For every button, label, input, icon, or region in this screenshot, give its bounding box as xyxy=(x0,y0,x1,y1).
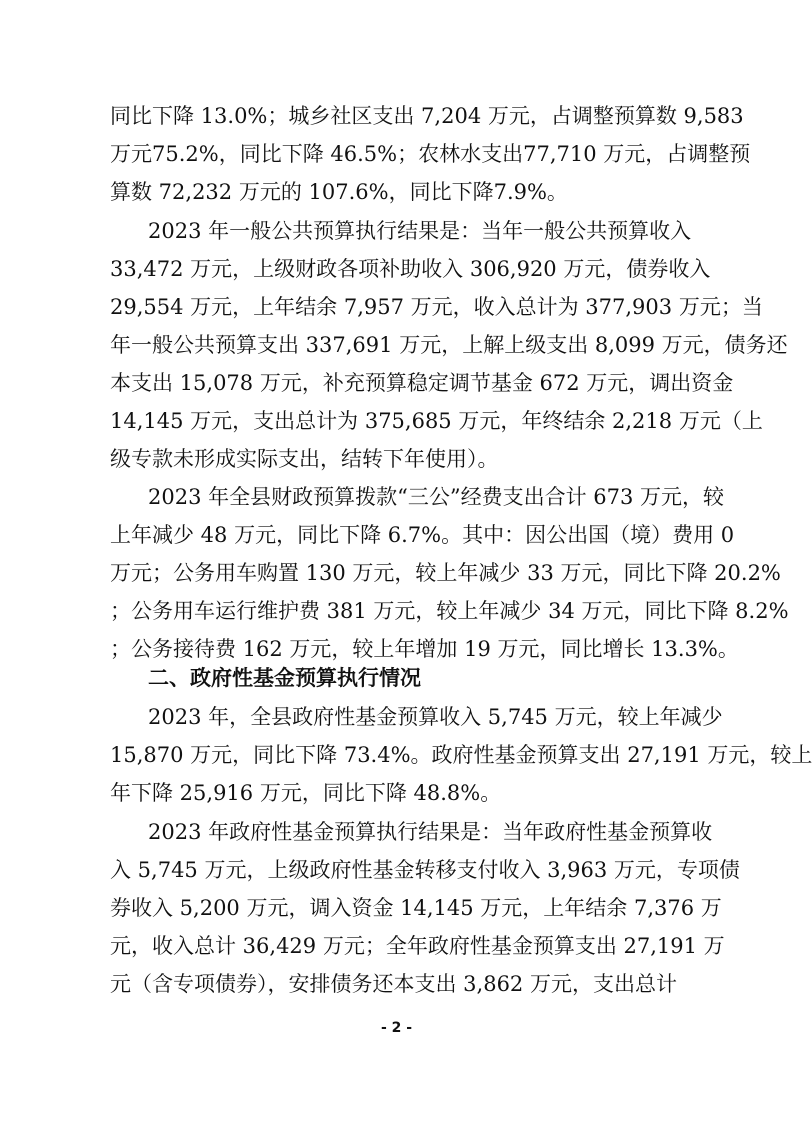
paragraph-5-line-3: 券收入 5,200 万元，调入资金 14,145 万元，上年结余 7,376 万 xyxy=(110,896,722,920)
paragraph-4-line-1: 2023 年，全县政府性基金预算收入 5,745 万元，较上年减少 xyxy=(148,705,723,729)
section-heading: 二、政府性基金预算执行情况 xyxy=(148,666,421,690)
paragraph-2-line-4: 年一般公共预算支出 337,691 万元，上解上级支出 8,099 万元，债务还 xyxy=(110,333,788,357)
paragraph-2-line-2: 33,472 万元，上级财政各项补助收入 306,920 万元，债券收入 xyxy=(110,257,711,281)
paragraph-3-line-1: 2023 年全县财政预算拨款“三公”经费支出合计 673 万元，较 xyxy=(148,485,725,509)
paragraph-1-line-1: 同比下降 13.0%；城乡社区支出 7,204 万元，占调整预算数 9,583 xyxy=(110,104,744,128)
paragraph-3-line-2: 上年减少 48 万元，同比下降 6.7%。其中：因公出国（境）费用 0 xyxy=(110,523,735,547)
paragraph-4-line-3: 年下降 25,916 万元，同比下降 48.8%。 xyxy=(110,781,502,805)
paragraph-5-line-1: 2023 年政府性基金预算执行结果是：当年政府性基金预算收 xyxy=(148,820,713,844)
paragraph-2-line-7: 级专款未形成实际支出，结转下年使用）。 xyxy=(110,447,499,471)
paragraph-5-line-4: 元，收入总计 36,429 万元；全年政府性基金预算支出 27,191 万 xyxy=(110,934,725,958)
paragraph-3-line-5: ；公务接待费 162 万元，较上年增加 19 万元，同比增长 13.3%。 xyxy=(110,637,739,661)
paragraph-4-line-2: 15,870 万元，同比下降 73.4%。政府性基金预算支出 27,191 万元，较上 xyxy=(110,743,812,767)
paragraph-1-line-3: 算数 72,232 万元的 107.6%，同比下降7.9%。 xyxy=(110,180,568,204)
paragraph-5-line-2: 入 5,745 万元，上级政府性基金转移支付收入 3,963 万元，专项债 xyxy=(110,858,740,882)
paragraph-2-line-1: 2023 年一般公共预算执行结果是：当年一般公共预算收入 xyxy=(148,219,692,243)
paragraph-1-line-2: 万元75.2%，同比下降 46.5%；农林水支出77,710 万元，占调整预 xyxy=(110,142,751,166)
paragraph-5-line-5: 元（含专项债券），安排债务还本支出 3,862 万元，支出总计 xyxy=(110,972,677,996)
page-number: - 2 - xyxy=(380,1020,413,1036)
paragraph-3-line-3: 万元；公务用车购置 130 万元，较上年减少 33 万元，同比下降 20.2% xyxy=(110,561,781,585)
paragraph-2-line-6: 14,145 万元，支出总计为 375,685 万元，年终结余 2,218 万元（上 xyxy=(110,409,763,433)
paragraph-2-line-5: 本支出 15,078 万元，补充预算稳定调节基金 672 万元，调出资金 xyxy=(110,371,734,395)
paragraph-2-line-3: 29,554 万元，上年结余 7,957 万元，收入总计为 377,903 万元；当 xyxy=(110,295,763,319)
paragraph-3-line-4: ；公务用车运行维护费 381 万元，较上年减少 34 万元，同比下降 8.2% xyxy=(110,599,789,623)
